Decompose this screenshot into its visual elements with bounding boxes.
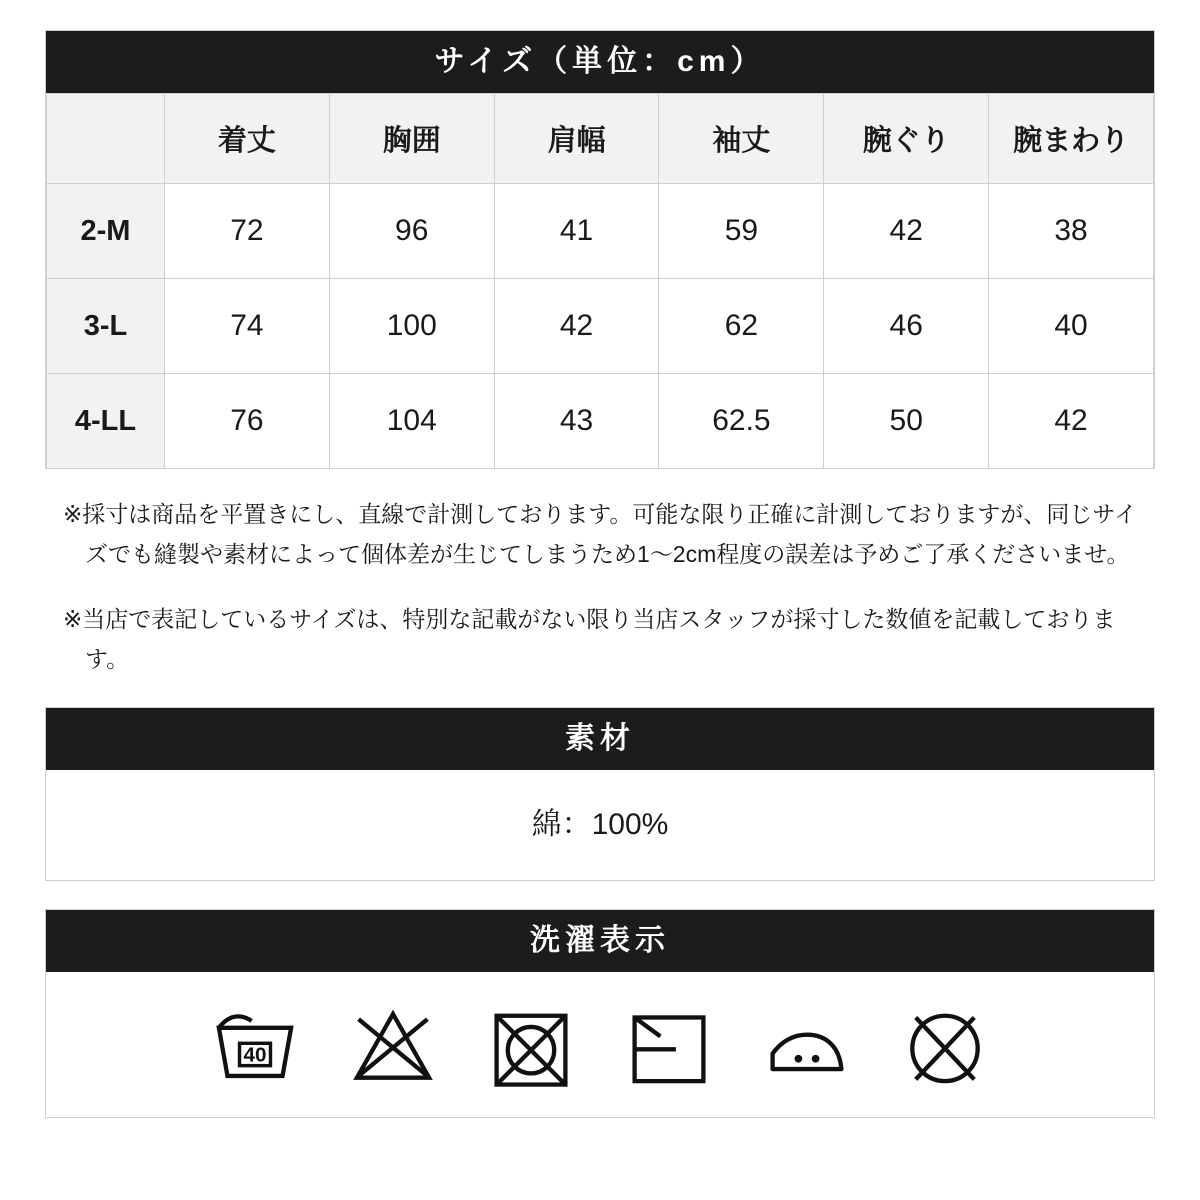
cell-1-4: 46: [824, 279, 989, 374]
flat-dry-icon: [625, 1001, 713, 1089]
cell-2-0: 76: [165, 374, 330, 469]
note-measurement-tolerance: ※採寸は商品を平置きにし、直線で計測しております。可能な限り正確に計測しておりますが、同じサイズでも縫製や素材によって個体差が生じてしまうため1〜2cm程度の誤差は予めご了承くださいませ。: [63, 501, 1137, 567]
cell-0-3: 59: [659, 184, 824, 279]
table-row: [47, 184, 1154, 279]
material-section-title: 素材: [46, 708, 1154, 770]
wash-icon-row: [46, 972, 1154, 1117]
column-header-1: 胸囲: [329, 94, 494, 184]
svg-text:40: 40: [243, 1043, 267, 1067]
cell-2-1: 104: [329, 374, 494, 469]
no-tumble-dry-icon: [487, 1001, 575, 1089]
cell-2-4: 50: [824, 374, 989, 469]
size-section: [45, 30, 1155, 469]
wash-section: [45, 909, 1155, 1118]
row-label-1: 3-L: [47, 279, 165, 374]
cell-2-5: 42: [989, 374, 1154, 469]
cell-2-2: 43: [494, 374, 659, 469]
size-table-body: [47, 184, 1154, 469]
cell-1-5: 40: [989, 279, 1154, 374]
column-header-2: 肩幅: [494, 94, 659, 184]
wash-40-icon: [211, 1001, 299, 1089]
column-header-3: 袖丈: [659, 94, 824, 184]
cell-2-3: 62.5: [659, 374, 824, 469]
cell-0-0: 72: [165, 184, 330, 279]
iron-low-icon: [763, 1001, 851, 1089]
material-section: [45, 707, 1155, 881]
note-measurement-source: ※当店で表記しているサイズは、特別な記載がない限り当店スタッフが採寸した数値を記載しております。: [63, 606, 1116, 672]
cell-0-5: 38: [989, 184, 1154, 279]
column-header-4: 腕ぐり: [824, 94, 989, 184]
no-bleach-icon: [349, 1001, 437, 1089]
no-dry-clean-icon: [901, 1001, 989, 1089]
cell-1-1: 100: [329, 279, 494, 374]
size-section-title: サイズ（単位：cm）: [46, 31, 1154, 93]
measurement-notes: [45, 495, 1155, 679]
material-value: 綿：100%: [46, 770, 1154, 880]
column-header-0: 着丈: [165, 94, 330, 184]
size-table-head: [47, 94, 1154, 184]
size-table: [46, 93, 1154, 469]
table-row: [47, 374, 1154, 469]
wash-section-title: 洗濯表示: [46, 910, 1154, 972]
cell-1-3: 62: [659, 279, 824, 374]
cell-1-2: 42: [494, 279, 659, 374]
row-label-2: 4-LL: [47, 374, 165, 469]
cell-0-4: 42: [824, 184, 989, 279]
size-table-corner-cell: [47, 94, 165, 184]
cell-1-0: 74: [165, 279, 330, 374]
table-header-row: [47, 94, 1154, 184]
cell-0-2: 41: [494, 184, 659, 279]
column-header-5: 腕まわり: [989, 94, 1154, 184]
row-label-0: 2-M: [47, 184, 165, 279]
cell-0-1: 96: [329, 184, 494, 279]
table-row: [47, 279, 1154, 374]
